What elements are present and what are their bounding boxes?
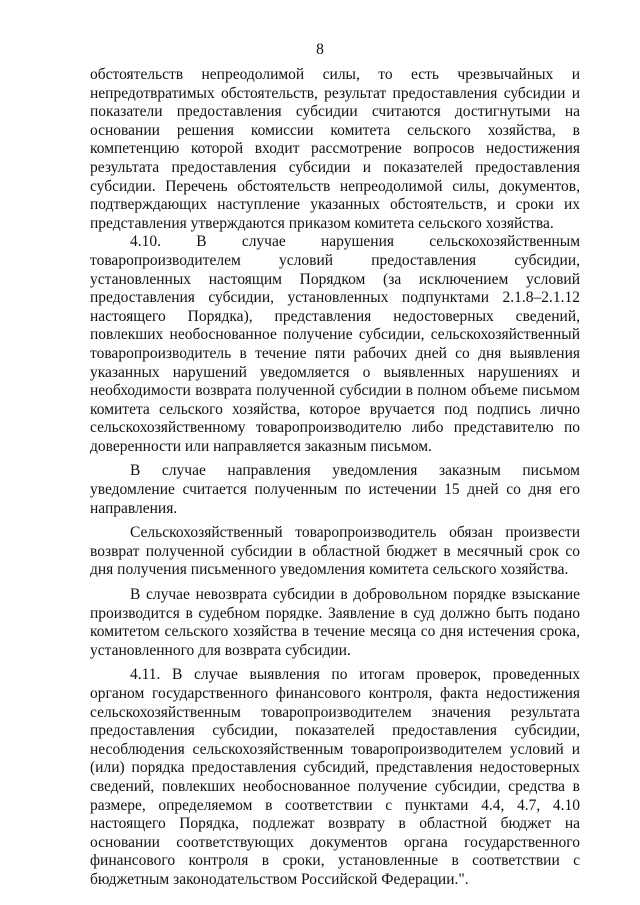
page-number: 8	[316, 41, 324, 58]
paragraph-clause-4-10: 4.10. В случае нарушения сельскохозяйственным товаропроизводителем условий предоставления субсидии, установленных настоящим Порядком (за исключением условий предоставления субсидии, установленных подпунктами 2.1.8–2.1.12 настоящего Порядка), представления недостоверных сведений, повлекших необоснованное получение субсидии, сельскохозяйственный товаропроизводитель в течение пяти рабочих дней со дня выявления указанных нарушений уведомляется о выявленных нарушениях и необходимости возврата полученной субсидии в полном объеме письмом комитета сельского хозяйства, которое вручается под подпись лично сельскохозяйственному товаропроизводителю либо представителю по доверенности или направляется заказным письмом.	[90, 233, 580, 455]
paragraph-judicial-recovery: В случае невозврата субсидии в добровольном порядке взыскание производится в судебном порядке. Заявление в суд должно быть подано комитетом сельского хозяйства в течение месяца со дня истечения срока, установленного для возврата субсидии.	[90, 586, 580, 659]
paragraph-force-majeure-continuation: обстоятельств непреодолимой силы, то есть чрезвычайных и непредотвратимых обстоятельств, результат предоставления субсидии и показатели предоставления субсидии считаются достигнутыми на основании решения комиссии комитета сельского хозяйства, в компетенцию которой входит рассмотрение вопросов недостижения результата предоставления субсидии и показателей предоставления субсидии. Перечень обстоятельств непреодолимой силы, документов, подтверждающих наступление указанных обстоятельств, и сроки их представления утверждаются приказом комитета сельского хозяйства.	[90, 66, 580, 232]
paragraph-clause-4-11: 4.11. В случае выявления по итогам проверок, проведенных органом государственного финансового контроля, факта недостижения сельскохозяйственным товаропроизводителем значения результата предоставления субсидии, показателей предоставления субсидии, несоблюдения сельскохозяйственным товаропроизводителем условий и (или) порядка предоставления субсидий, представления недостоверных сведений, повлекших необоснованное получение субсидии, средства в размере, определяемом в соответствии с пунктами 4.4, 4.7, 4.10 настоящего Порядка, подлежат возврату в областной бюджет на основании соответствующих документов органа государственного финансового контроля в сроки, установленные в соответствии с бюджетным законодательством Российской Федерации.".	[90, 666, 580, 888]
paragraph-refund-obligation: Сельскохозяйственный товаропроизводитель обязан произвести возврат полученной субсидии в областной бюджет в месячный срок со дня получения письменного уведомления комитета сельского хозяйства.	[90, 524, 580, 579]
document-body	[90, 66, 580, 890]
paragraph-registered-letter: В случае направления уведомления заказным письмом уведомление считается полученным по истечении 15 дней со дня его направления.	[90, 462, 580, 517]
